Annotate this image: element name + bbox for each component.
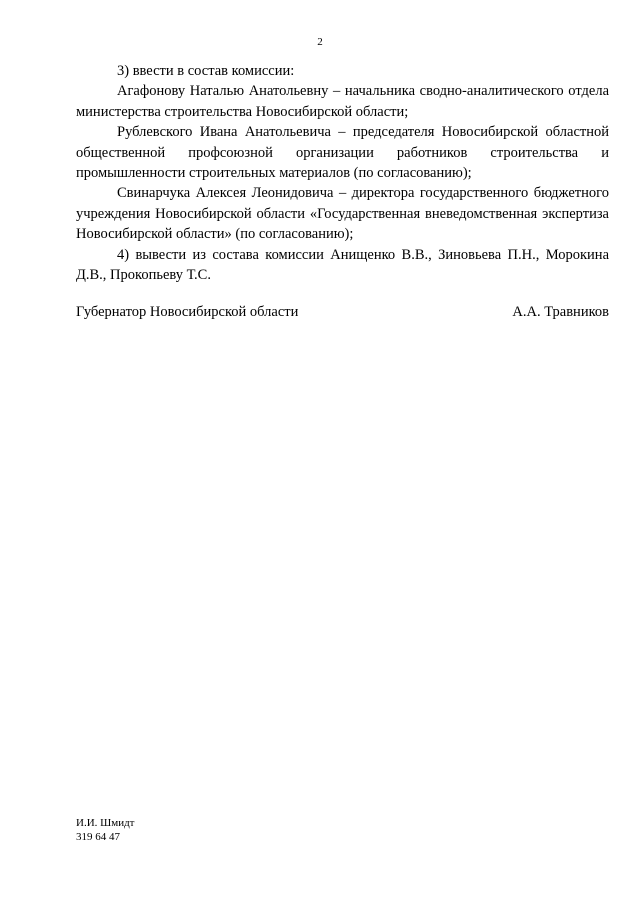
paragraph-add-members: 3) ввести в состав комиссии: bbox=[117, 63, 295, 79]
signatory-position: Губернатор Новосибирской области bbox=[76, 304, 299, 320]
executor-name: И.И. Шмидт bbox=[76, 817, 135, 829]
executor-block bbox=[76, 817, 135, 844]
paragraph-remove-members: 4) вывести из состава комиссии Анищенко В.В., Зиновьева П.Н., Морокина Д.В., Прокопьеву Т.С. bbox=[76, 246, 609, 284]
signature-block bbox=[76, 302, 609, 322]
paragraph-rublevsky: Рублевского Ивана Анатольевича – председателя Новосибирской областной общественной профсоюзной организации работников строительства и промышленности строительных материалов (по согласованию); bbox=[76, 124, 609, 182]
paragraph-agafonova: Агафонову Наталью Анатольевну – начальника сводно-аналитического отдела министерства строительства Новосибирской области; bbox=[76, 83, 609, 120]
signatory-name: А.А. Травников bbox=[512, 304, 609, 320]
executor-phone: 319 64 47 bbox=[76, 830, 120, 843]
page-number: 2 bbox=[317, 36, 323, 48]
document-body bbox=[76, 61, 609, 285]
paragraph-svinarchuk: Свинарчука Алексея Леонидовича – директора государственного бюджетного учреждения Новосибирской области «Государственная вневедомственная экспертиза Новосибирской области» (по согласованию); bbox=[76, 185, 609, 243]
